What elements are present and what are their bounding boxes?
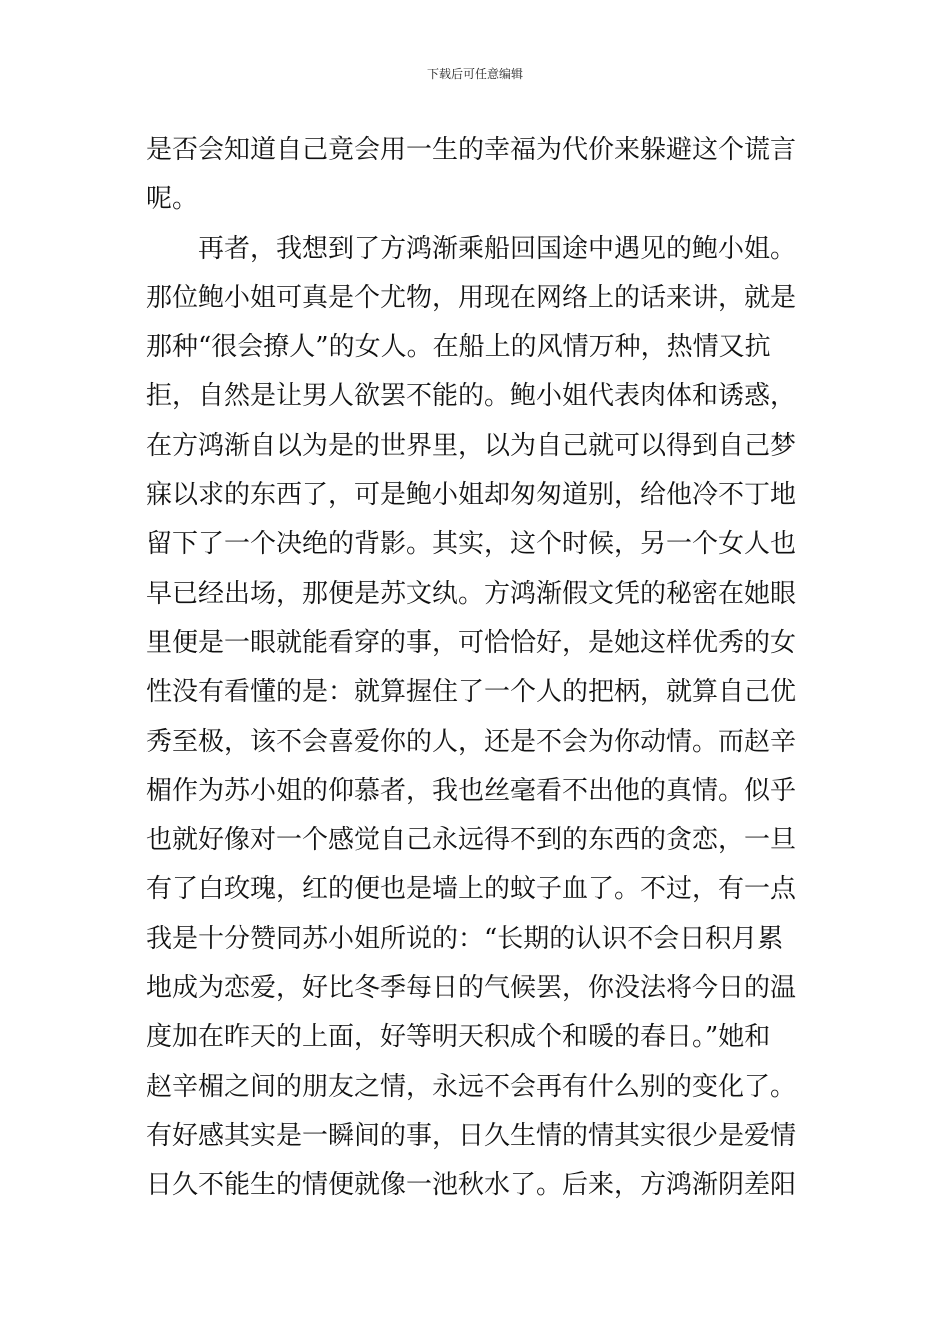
text-line: 早已经出场，那便是苏文纨。方鸿渐假文凭的秘密在她眼 xyxy=(146,578,797,609)
text-line: 有好感其实是一瞬间的事，日久生情的情其实很少是爱情 xyxy=(146,1120,797,1151)
text-line: 在方鸿渐自以为是的世界里，以为自己就可以得到自己梦 xyxy=(146,430,797,461)
text-line: 也就好像对一个感觉自己永远得不到的东西的贪恋，一旦 xyxy=(146,825,797,856)
text-line: 寐以求的东西了，可是鲍小姐却匆匆道别，给他冷不丁地 xyxy=(146,480,797,511)
text-line: 秀至极，该不会喜爱你的人，还是不会为你动情。而赵辛 xyxy=(146,726,797,757)
page-header: 下载后可任意编辑 xyxy=(426,67,523,81)
text-line: 留下了一个决绝的背影。其实，这个时候，另一个女人也 xyxy=(146,529,797,560)
text-line: 那种“很会撩人”的女人。在船上的风情万种，热情又抗 xyxy=(146,332,771,363)
text-line: 度加在昨天的上面，好等明天积成个和暖的春日。”她和 xyxy=(146,1022,771,1053)
text-line: 日久不能生的情便就像一池秋水了。后来，方鸿渐阴差阳 xyxy=(146,1170,797,1201)
text-line: 里便是一眼就能看穿的事，可恰恰好，是她这样优秀的女 xyxy=(146,627,797,658)
text-line: 我是十分赞同苏小姐所说的：“长期的认识不会日积月累 xyxy=(146,923,784,954)
text-line: 有了白玫瑰，红的便也是墙上的蚊子血了。不过，有一点 xyxy=(146,874,797,905)
text-line: 再者，我想到了方鸿渐乘船回国途中遇见的鲍小姐。 xyxy=(146,233,797,264)
text-line: 赵辛楣之间的朋友之情，永远不会再有什么别的变化了。 xyxy=(146,1071,797,1102)
text-line: 那位鲍小姐可真是个尤物，用现在网络上的话来讲，就是 xyxy=(146,282,797,313)
text-line: 呢。 xyxy=(146,184,199,215)
document-body xyxy=(146,126,816,1211)
text-line: 地成为恋爱，好比冬季每日的气候罢，你没法将今日的温 xyxy=(146,973,797,1004)
text-line: 拒，自然是让男人欲罢不能的。鲍小姐代表肉体和诱惑， xyxy=(146,381,797,412)
text-line: 是否会知道自己竟会用一生的幸福为代价来躲避这个谎言 xyxy=(146,135,797,165)
text-line: 楣作为苏小姐的仰慕者，我也丝毫看不出他的真情。似乎 xyxy=(146,775,797,806)
text-line: 性没有看懂的是：就算握住了一个人的把柄，就算自己优 xyxy=(146,677,797,708)
